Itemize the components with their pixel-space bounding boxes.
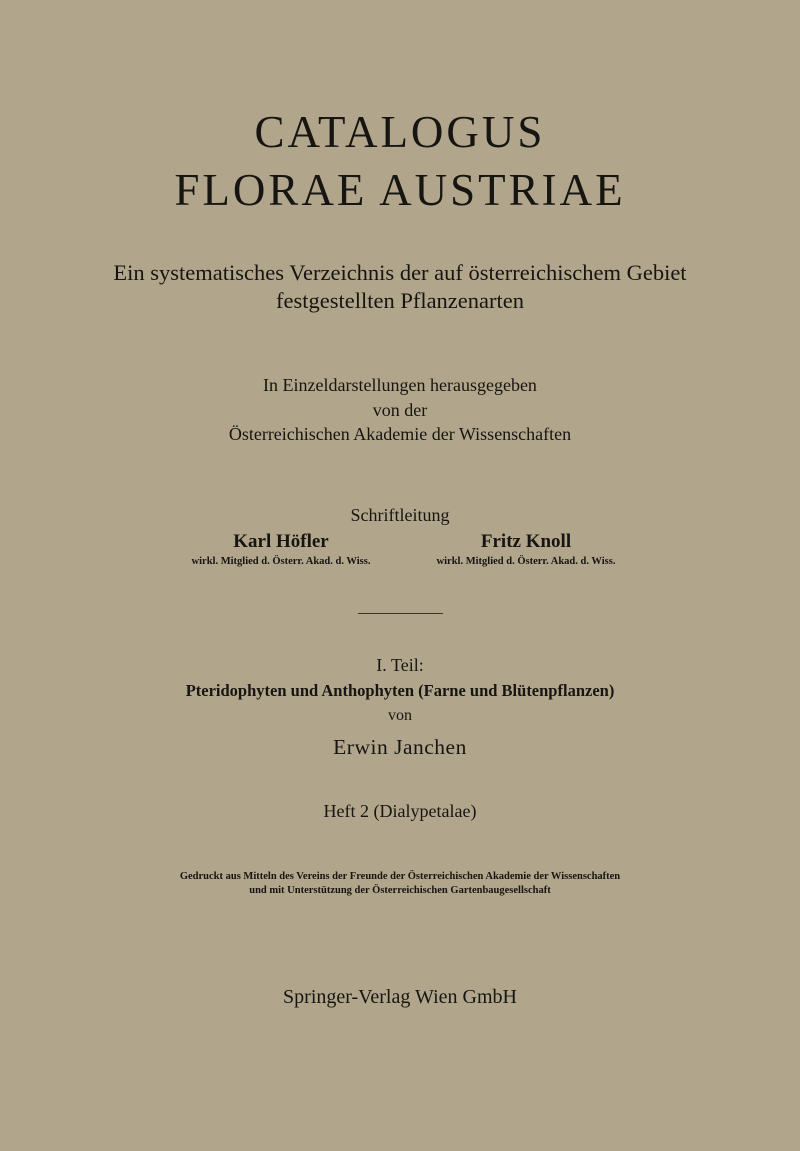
editor-role-2: wirkl. Mitglied d. Österr. Akad. d. Wiss.	[436, 556, 616, 567]
editorship-heading: Schriftleitung	[350, 505, 450, 525]
series-statement-line-3: Österreichischen Akademie der Wissenschaften	[228, 424, 572, 444]
part-label: I. Teil:	[376, 655, 424, 675]
series-statement-line-2: von der	[372, 400, 428, 420]
title-line-1: CATALOGUS	[254, 107, 546, 157]
part-title: Pteridophyten und Anthophyten (Farne und Blütenpflanzen)	[185, 681, 615, 700]
part-by: von	[388, 707, 412, 724]
subtitle-line-1: Ein systematisches Verzeichnis der auf österreichischem Gebiet	[113, 260, 687, 285]
part-issue: Heft 2 (Dialypetalae)	[323, 801, 477, 821]
editor-block-2	[418, 532, 634, 568]
section-divider	[358, 613, 443, 614]
editor-role-1: wirkl. Mitglied d. Österr. Akad. d. Wiss.	[191, 556, 371, 567]
editor-name-2: Fritz Knoll	[480, 531, 572, 552]
subtitle-line-2: festgestellten Pflanzenarten	[275, 288, 525, 313]
funding-note-line-2: und mit Unterstützung der Österreichischen Gartenbaugesellschaft	[249, 885, 551, 896]
editor-block-1	[170, 532, 392, 568]
funding-note-line-1: Gedruckt aus Mitteln des Vereins der Freunde der Österreichischen Akademie der Wissenschaften	[179, 871, 621, 882]
publisher-name: Springer-Verlag Wien GmbH	[283, 986, 517, 1008]
editor-name-1: Karl Höfler	[233, 531, 329, 552]
part-author: Erwin Janchen	[333, 735, 467, 759]
title-line-2: FLORAE AUSTRIAE	[174, 165, 626, 215]
series-statement-line-1: In Einzeldarstellungen herausgegeben	[263, 375, 537, 395]
